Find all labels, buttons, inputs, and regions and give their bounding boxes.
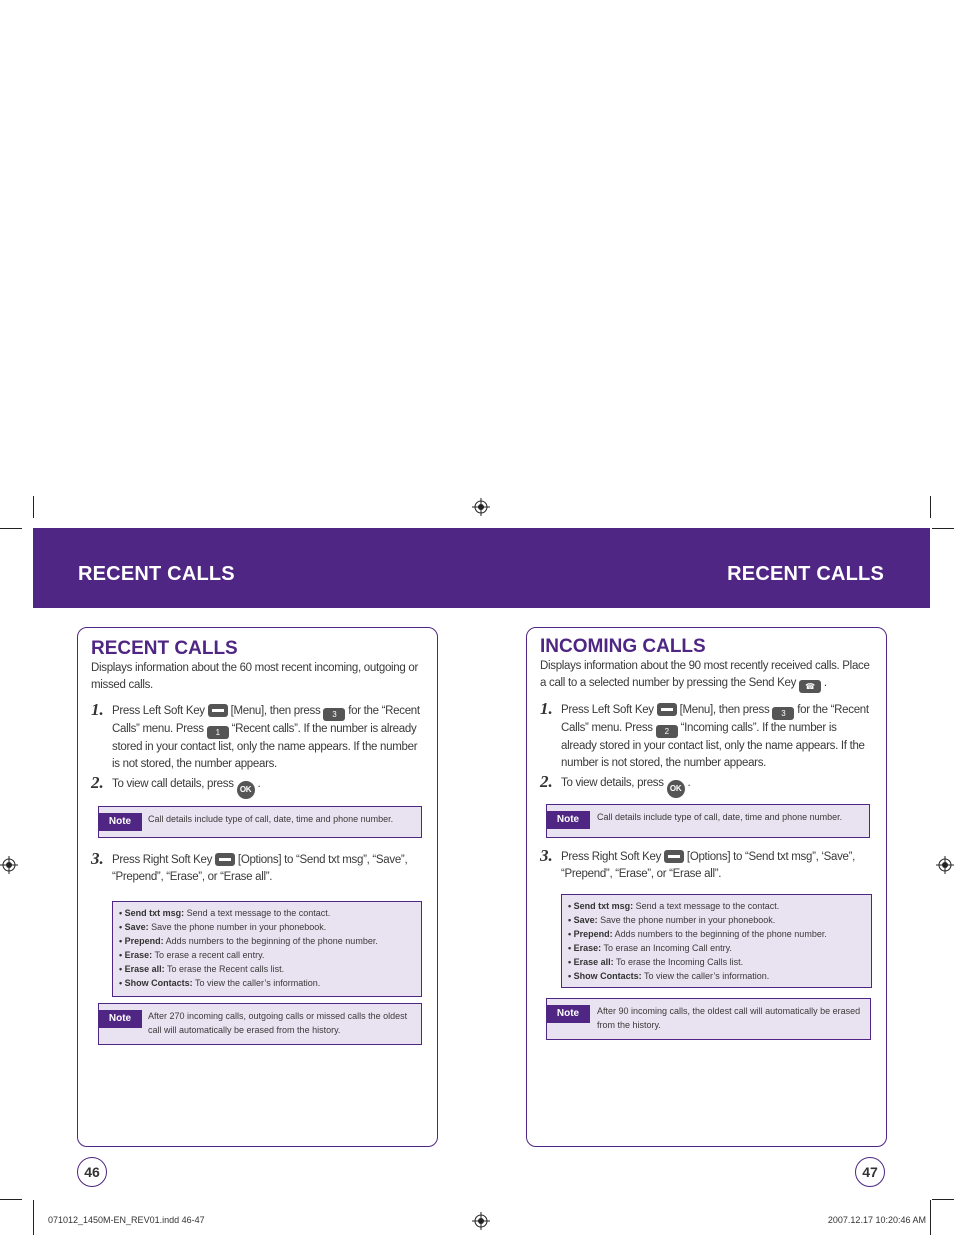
step-2-text: To view details, press OK . bbox=[561, 775, 873, 798]
option-item bbox=[119, 906, 378, 920]
step-text: Press Left Soft Key bbox=[112, 705, 205, 717]
right-soft-key-icon bbox=[664, 850, 684, 863]
registration-mark-icon bbox=[472, 498, 490, 516]
option-desc: Save the phone number in your phonebook. bbox=[597, 915, 776, 925]
option-item bbox=[568, 969, 827, 983]
note-text: After 270 incoming calls, outgoing calls or missed calls the oldest call will automatically be erased from the history. bbox=[148, 1011, 408, 1035]
step-text: [Menu], then press bbox=[230, 705, 321, 717]
option-item bbox=[119, 934, 378, 948]
option-desc: Adds numbers to the beginning of the phone number. bbox=[163, 936, 378, 946]
footer-timestamp: 2007.12.17 10:20:46 AM bbox=[827, 1215, 926, 1225]
step-number: 1. bbox=[91, 700, 104, 719]
step-text: Press Right Soft Key bbox=[561, 851, 662, 863]
option-desc: Adds numbers to the beginning of the phone number. bbox=[612, 929, 827, 939]
step-text: [Menu], then press bbox=[679, 704, 770, 716]
section-title: INCOMING CALLS bbox=[540, 636, 706, 657]
left-soft-key-icon bbox=[208, 704, 228, 717]
note-text: After 90 incoming calls, the oldest call will automatically be erased from the history. bbox=[597, 1006, 861, 1030]
option-item bbox=[119, 920, 378, 934]
step-text: To view call details, press bbox=[112, 778, 234, 790]
step-text: Press Left Soft Key bbox=[561, 704, 654, 716]
ok-key-icon: OK bbox=[237, 781, 255, 799]
page-number: 46 bbox=[77, 1157, 107, 1187]
step-number: 2. bbox=[91, 773, 104, 792]
header-title-right: RECENT CALLS bbox=[727, 563, 884, 585]
options-list bbox=[561, 894, 872, 988]
note-text: Call details include type of call, date, time and phone number. bbox=[597, 812, 843, 822]
step-number: 1. bbox=[540, 699, 553, 718]
key-3-icon: 3 bbox=[323, 708, 345, 721]
option-item bbox=[119, 976, 378, 990]
option-desc: To erase an Incoming Call entry. bbox=[601, 943, 732, 953]
right-soft-key-icon bbox=[215, 853, 235, 866]
options-items bbox=[568, 899, 827, 983]
step-text: for the “Recent Calls” menu. Press bbox=[561, 704, 869, 734]
option-item bbox=[568, 913, 827, 927]
options-list bbox=[112, 901, 422, 997]
option-term: • Erase all: bbox=[568, 957, 614, 967]
step-number: 2. bbox=[540, 772, 553, 791]
footer-file: 071012_1450M-EN_REV01.indd 46-47 bbox=[48, 1215, 205, 1225]
section-intro: Displays information about the 60 most recent incoming, outgoing or missed calls. bbox=[91, 662, 419, 691]
registration-mark-icon bbox=[472, 1212, 490, 1230]
option-term: • Erase: bbox=[119, 950, 153, 960]
key-3-icon: 3 bbox=[772, 707, 794, 720]
option-term: • Save: bbox=[568, 915, 598, 925]
left-soft-key-icon bbox=[657, 703, 677, 716]
ok-key-icon: OK bbox=[667, 780, 685, 798]
option-term: • Send txt msg: bbox=[568, 901, 634, 911]
step-text: for the “Recent Calls” menu. Press bbox=[112, 705, 420, 735]
step-text: [Options] to “Send txt msg”, “Save”, “Prepend”, “Erase”, or “Erase all”. bbox=[112, 854, 408, 883]
option-desc: To view the caller’s information. bbox=[641, 971, 770, 981]
option-item bbox=[119, 962, 378, 976]
crop-mark bbox=[932, 1199, 954, 1200]
option-desc: Send a text message to the contact. bbox=[184, 908, 331, 918]
option-item bbox=[568, 955, 827, 969]
key-1-icon: 1 bbox=[207, 726, 229, 739]
option-term: • Erase: bbox=[568, 943, 602, 953]
option-term: • Erase all: bbox=[119, 964, 165, 974]
step-text: [Options] to “Send txt msg”, ‘Save”, “Prepend”, “Erase”, or “Erase all”. bbox=[561, 851, 856, 880]
page-number: 47 bbox=[855, 1157, 885, 1187]
option-desc: Send a text message to the contact. bbox=[633, 901, 780, 911]
crop-mark bbox=[0, 1199, 22, 1200]
note-text: Call details include type of call, date, time and phone number. bbox=[148, 814, 394, 824]
option-desc: Save the phone number in your phonebook. bbox=[148, 922, 327, 932]
options-items bbox=[119, 906, 378, 990]
option-term: • Prepend: bbox=[568, 929, 613, 939]
option-desc: To view the caller’s information. bbox=[192, 978, 321, 988]
section-intro: Displays information about the 90 most recently received calls. Place a call to a selected number by pressing the Send Key ☎ . bbox=[540, 660, 870, 691]
header-title-left: RECENT CALLS bbox=[78, 563, 235, 585]
section-title: RECENT CALLS bbox=[91, 638, 238, 659]
step-text: To view details, press bbox=[561, 777, 664, 789]
step-number: 3. bbox=[540, 846, 553, 865]
crop-mark bbox=[932, 528, 954, 529]
note-tag: Note bbox=[546, 811, 590, 829]
option-term: • Show Contacts: bbox=[119, 978, 193, 988]
option-item bbox=[568, 941, 827, 955]
crop-mark bbox=[930, 496, 931, 518]
option-desc: To erase the Incoming Calls list. bbox=[613, 957, 744, 967]
step-1-text bbox=[112, 703, 424, 773]
note-tag: Note bbox=[546, 1005, 590, 1023]
option-term: • Send txt msg: bbox=[119, 908, 185, 918]
send-key-icon: ☎ bbox=[799, 680, 821, 693]
option-desc: To erase the Recent calls list. bbox=[164, 964, 285, 974]
crop-mark bbox=[33, 1200, 34, 1235]
registration-mark-icon bbox=[0, 856, 18, 874]
step-3-text bbox=[112, 852, 412, 886]
note-tag: Note bbox=[98, 813, 142, 831]
option-term: • Show Contacts: bbox=[568, 971, 642, 981]
step-2-text: To view call details, press OK . bbox=[112, 776, 424, 799]
step-number: 3. bbox=[91, 849, 104, 868]
note-tag: Note bbox=[98, 1010, 142, 1028]
step-text: “Incoming calls”. If the number is already stored in your contact list, only the name appears. If the number is not stored, the number appears. bbox=[561, 722, 865, 769]
option-term: • Prepend: bbox=[119, 936, 164, 946]
registration-mark-icon bbox=[936, 856, 954, 874]
crop-mark bbox=[930, 1200, 931, 1235]
intro-text: Displays information about the 90 most recently received calls. Place a call to a selected number by pressing the Send Key bbox=[540, 660, 870, 689]
step-1-text bbox=[561, 702, 873, 772]
option-term: • Save: bbox=[119, 922, 149, 932]
option-item bbox=[119, 948, 378, 962]
option-desc: To erase a recent call entry. bbox=[152, 950, 265, 960]
option-item bbox=[568, 927, 827, 941]
option-item bbox=[568, 899, 827, 913]
step-3-text bbox=[561, 849, 861, 883]
step-text: Press Right Soft Key bbox=[112, 854, 213, 866]
key-2-icon: 2 bbox=[656, 725, 678, 738]
step-text: “Recent calls”. If the number is already stored in your contact list, only the name appears. If the number is not stored, the number appears. bbox=[112, 723, 418, 770]
crop-mark bbox=[0, 528, 22, 529]
crop-mark bbox=[33, 496, 34, 518]
